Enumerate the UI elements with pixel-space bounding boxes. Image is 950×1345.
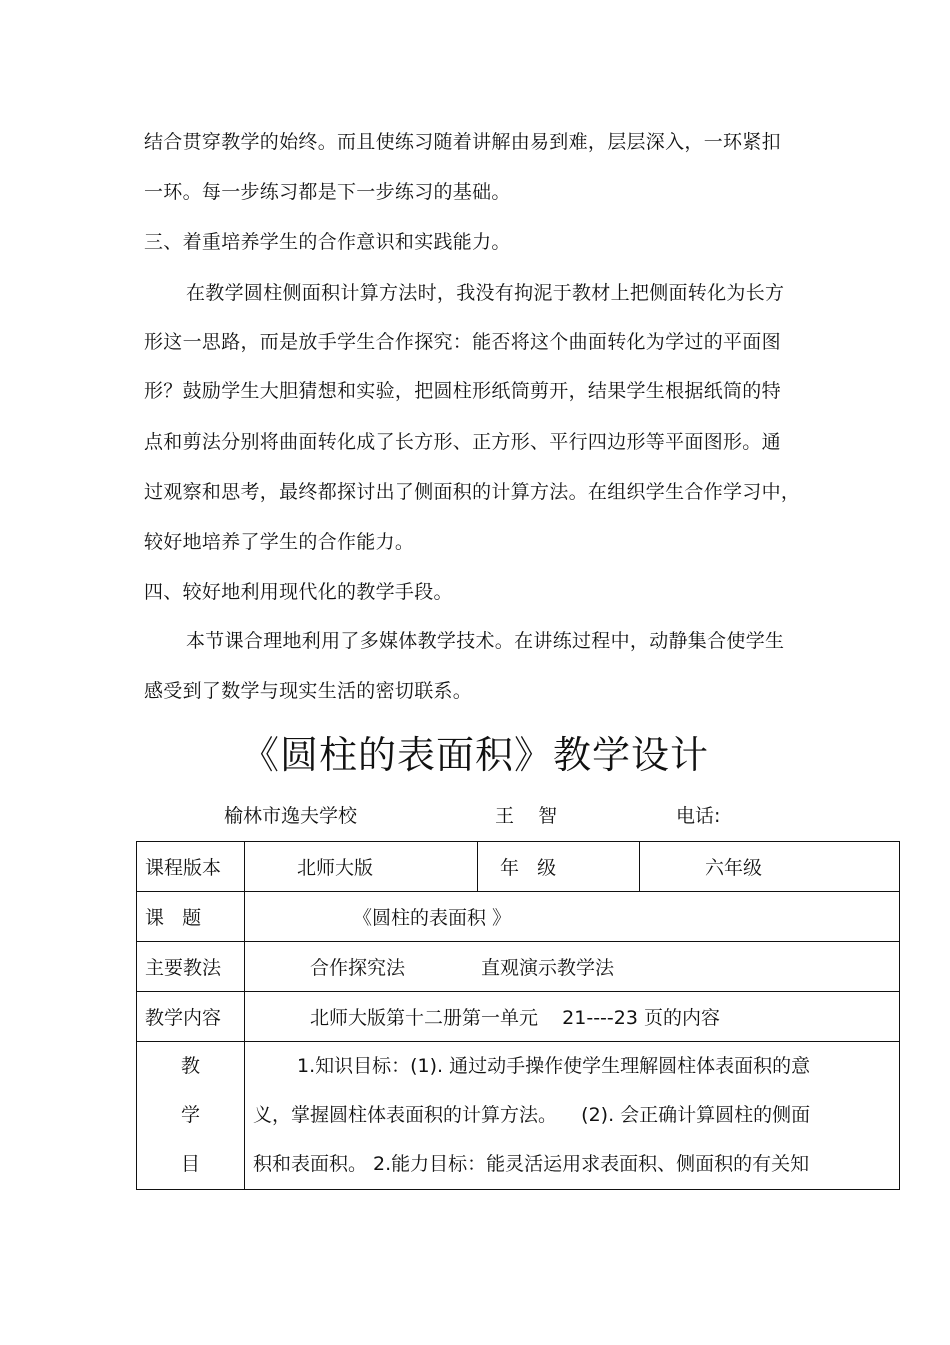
content-value: 北师大版第十二册第一单元 21----23 页的内容 (245, 992, 900, 1042)
method-cooperative: 合作探究法 (310, 957, 406, 979)
topic-label: 课 题 (137, 892, 245, 942)
paragraph-line: 形？鼓励学生大胆猜想和实验，把圆柱形纸筒剪开，结果学生根据纸筒的特 (144, 380, 781, 402)
goal-label-char: 教 (180, 1055, 200, 1077)
phone-label: 电话: (676, 805, 721, 827)
paragraph-line: 较好地培养了学生的合作能力。 (144, 531, 415, 553)
lesson-design-table (136, 841, 900, 1190)
goal-line: 1.知识目标：(1). 通过动手操作使学生理解圆柱体表面积的意 (297, 1055, 811, 1077)
paragraph-line: 本节课合理地利用了多媒体教学技术。在讲练过程中，动静集合使学生 (186, 630, 785, 652)
table-row (137, 842, 900, 892)
paragraph-line: 在教学圆柱侧面积计算方法时，我没有拘泥于教材上把侧面转化为长方 (186, 282, 785, 304)
table-row (137, 942, 900, 992)
goal-label-char: 目 (180, 1153, 200, 1175)
grade-label: 年 级 (478, 842, 640, 892)
table-row (137, 892, 900, 942)
table-row (137, 992, 900, 1042)
paragraph-line: 形这一思路，而是放手学生合作探究：能否将这个曲面转化为学过的平面图 (144, 331, 781, 353)
method-demonstration: 直观演示教学法 (481, 957, 615, 979)
goal-line: 义，掌握圆柱体表面积的计算方法。 (2). 会正确计算圆柱的侧面 (253, 1104, 811, 1126)
section-heading: 三、着重培养学生的合作意识和实践能力。 (144, 231, 511, 253)
method-label: 主要教法 (137, 942, 245, 992)
grade-value: 六年级 (640, 842, 900, 892)
edition-label: 课程版本 (137, 842, 245, 892)
paragraph-line: 过观察和思考，最终都探讨出了侧面积的计算方法。在组织学生合作学习中， (144, 481, 801, 503)
paragraph-line: 感受到了数学与现实生活的密切联系。 (144, 680, 473, 702)
goal-text (245, 1042, 900, 1190)
paragraph-line: 一环。每一步练习都是下一步练习的基础。 (144, 181, 511, 203)
school-name: 榆林市逸夫学校 (224, 805, 358, 827)
goal-line: 积和表面积。 2.能力目标：能灵活运用求表面积、侧面积的有关知 (253, 1153, 810, 1175)
goal-label (137, 1042, 245, 1190)
edition-value: 北师大版 (245, 842, 478, 892)
goal-label-char: 学 (180, 1104, 200, 1126)
method-value (245, 942, 900, 992)
table-row (137, 1042, 900, 1190)
document-title: 《圆柱的表面积》教学设计 (240, 733, 709, 777)
paragraph-line: 结合贯穿教学的始终。而且使练习随着讲解由易到难，层层深入，一环紧扣 (144, 131, 781, 153)
teacher-name: 王 智 (495, 805, 558, 827)
content-label: 教学内容 (137, 992, 245, 1042)
topic-value: 《圆柱的表面积 》 (245, 892, 900, 942)
section-heading: 四、较好地利用现代化的教学手段。 (144, 581, 453, 603)
paragraph-line: 点和剪法分别将曲面转化成了长方形、正方形、平行四边形等平面图形。通 (144, 431, 781, 453)
